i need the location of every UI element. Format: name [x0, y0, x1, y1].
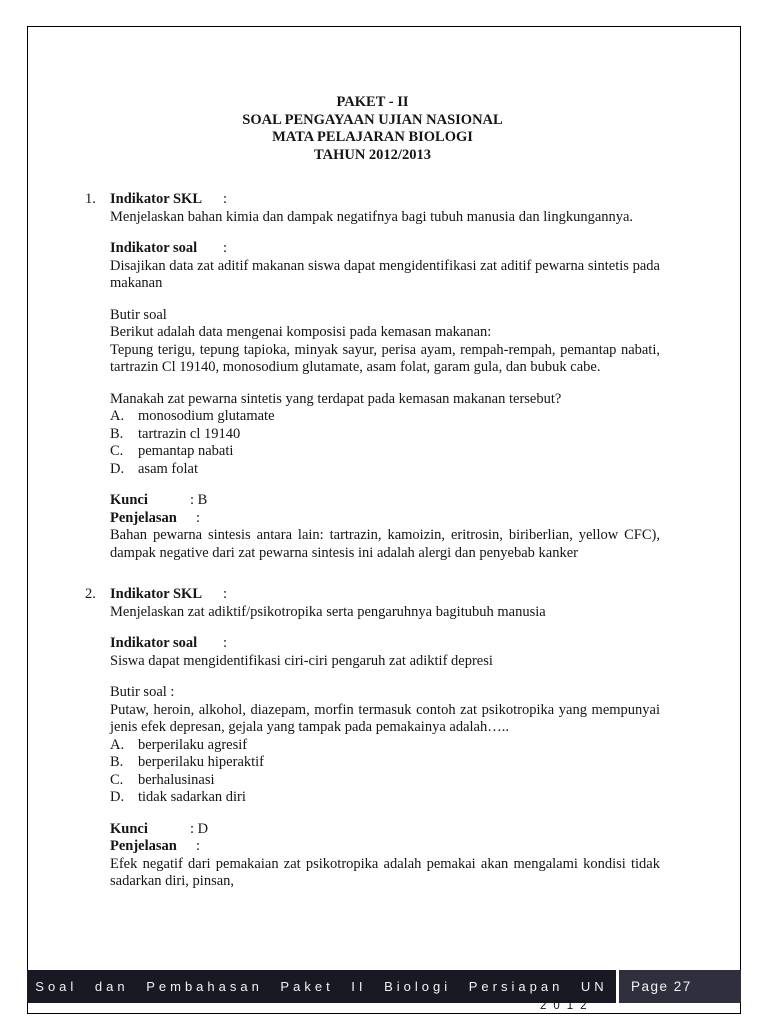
colon: :: [196, 509, 201, 526]
colon: :: [196, 838, 201, 854]
footer: [27, 970, 741, 1003]
title-line-3: MATA PELAJARAN BIOLOGI: [272, 129, 473, 145]
option-letter: C.: [110, 771, 124, 788]
option-c: [110, 772, 660, 790]
option-letter: D.: [110, 789, 125, 805]
title-line-1: PAKET - II: [336, 94, 409, 110]
indikator-soal-text: Siswa dapat mengidentifikasi ciri-ciri pengaruh zat adiktif depresi: [110, 652, 493, 669]
footer-title: Soal dan Pembahasan Paket II Biologi Persiapan UN: [27, 970, 616, 1003]
document-content: [85, 94, 660, 891]
option-letter: B.: [110, 754, 124, 770]
colon: :: [223, 240, 228, 256]
indikator-skl-heading: [110, 191, 660, 209]
question-number: 2.: [85, 586, 96, 602]
option-letter: C.: [110, 443, 124, 459]
butir-soal-heading: Butir soal: [110, 306, 167, 323]
option-d: [110, 789, 660, 807]
question-text: Manakah zat pewarna sintetis yang terdapat pada kemasan makanan tersebut?: [110, 390, 562, 407]
option-text: asam folat: [138, 460, 198, 477]
option-letter: A.: [110, 736, 125, 753]
indikator-soal-label: Indikator soal: [110, 635, 198, 651]
option-text: berperilaku agresif: [138, 736, 248, 753]
option-b: [110, 754, 660, 772]
indikator-soal-text: Disajikan data zat aditif makanan siswa dapat mengidentifikasi zat aditif pewarna sintetis pada makanan: [110, 257, 660, 291]
indikator-skl-heading: [110, 586, 660, 604]
kunci-label: Kunci: [110, 492, 148, 508]
penjelasan-heading: [110, 510, 660, 528]
option-letter: D.: [110, 460, 125, 477]
penjelasan-label: Penjelasan: [110, 838, 177, 854]
kunci-value: : B: [190, 492, 208, 508]
option-text: monosodium glutamate: [138, 408, 275, 424]
option-c: [110, 443, 660, 461]
penjelasan-heading: [110, 838, 660, 856]
question-1: [85, 191, 660, 562]
option-a: [110, 737, 660, 755]
indikator-skl-text: Menjelaskan bahan kimia dan dampak negatifnya bagi tubuh manusia dan lingkungannya.: [110, 208, 634, 225]
indikator-soal-heading: [110, 240, 660, 258]
butir-soal-heading: Butir soal :: [110, 684, 175, 700]
penjelasan-text: Bahan pewarna sintesis antara lain: tartrazin, kamoizin, eritrosin, biriberlian, yellow CFC), dampak negative dari zat pewarna sintesis ini adalah alergi dan penyebab kanker: [110, 527, 660, 561]
butir-soal-text: Tepung terigu, tepung tapioka, minyak sayur, perisa ayam, rempah-rempah, pemantap nabati, tartrazin Cl 19140, monosodium glutamate, asam folat, garam gula, dan bubuk cabe.: [110, 341, 660, 375]
kunci-value: : D: [190, 820, 209, 837]
page-title: [85, 94, 660, 164]
footer-year: 2012: [540, 1000, 594, 1012]
kunci-line: [110, 492, 660, 510]
option-d: [110, 461, 660, 479]
option-text: tartrazin cl 19140: [138, 425, 241, 442]
colon: :: [223, 586, 228, 602]
option-text: berhalusinasi: [138, 771, 215, 788]
penjelasan-text: Efek negatif dari pemakaian zat psikotropika adalah pemakai akan mengalami kondisi tidak sadarkan diri, pinsan,: [110, 855, 660, 889]
footer-page-number: Page 27: [619, 970, 741, 1003]
kunci-label: Kunci: [110, 820, 148, 837]
indikator-skl-label: Indikator SKL: [110, 191, 203, 207]
title-line-2: SOAL PENGAYAAN UJIAN NASIONAL: [242, 111, 503, 128]
indikator-skl-text: Menjelaskan zat adiktif/psikotropika serta pengaruhnya bagitubuh manusia: [110, 603, 546, 620]
indikator-skl-label: Indikator SKL: [110, 586, 203, 602]
option-letter: A.: [110, 408, 125, 424]
question-2: [85, 586, 660, 891]
kunci-line: [110, 821, 660, 839]
title-line-4: TAHUN 2012/2013: [314, 146, 431, 163]
butir-soal-intro: Berikut adalah data mengenai komposisi pada kemasan makanan:: [110, 324, 492, 340]
option-letter: B.: [110, 425, 124, 442]
penjelasan-label: Penjelasan: [110, 509, 177, 526]
colon: :: [223, 635, 228, 651]
indikator-soal-label: Indikator soal: [110, 240, 198, 256]
option-a: [110, 408, 660, 426]
butir-soal-text: Putaw, heroin, alkohol, diazepam, morfin termasuk contoh zat psikotropika yang mempunyai jenis efek depresan, gejala yang tampak pada pemakainya adalah…..: [110, 701, 660, 735]
colon: :: [223, 191, 228, 207]
indikator-soal-heading: [110, 635, 660, 653]
option-b: [110, 426, 660, 444]
option-text: pemantap nabati: [138, 443, 234, 459]
option-text: berperilaku hiperaktif: [138, 754, 265, 770]
option-text: tidak sadarkan diri: [138, 789, 246, 805]
question-number: 1.: [85, 191, 96, 207]
